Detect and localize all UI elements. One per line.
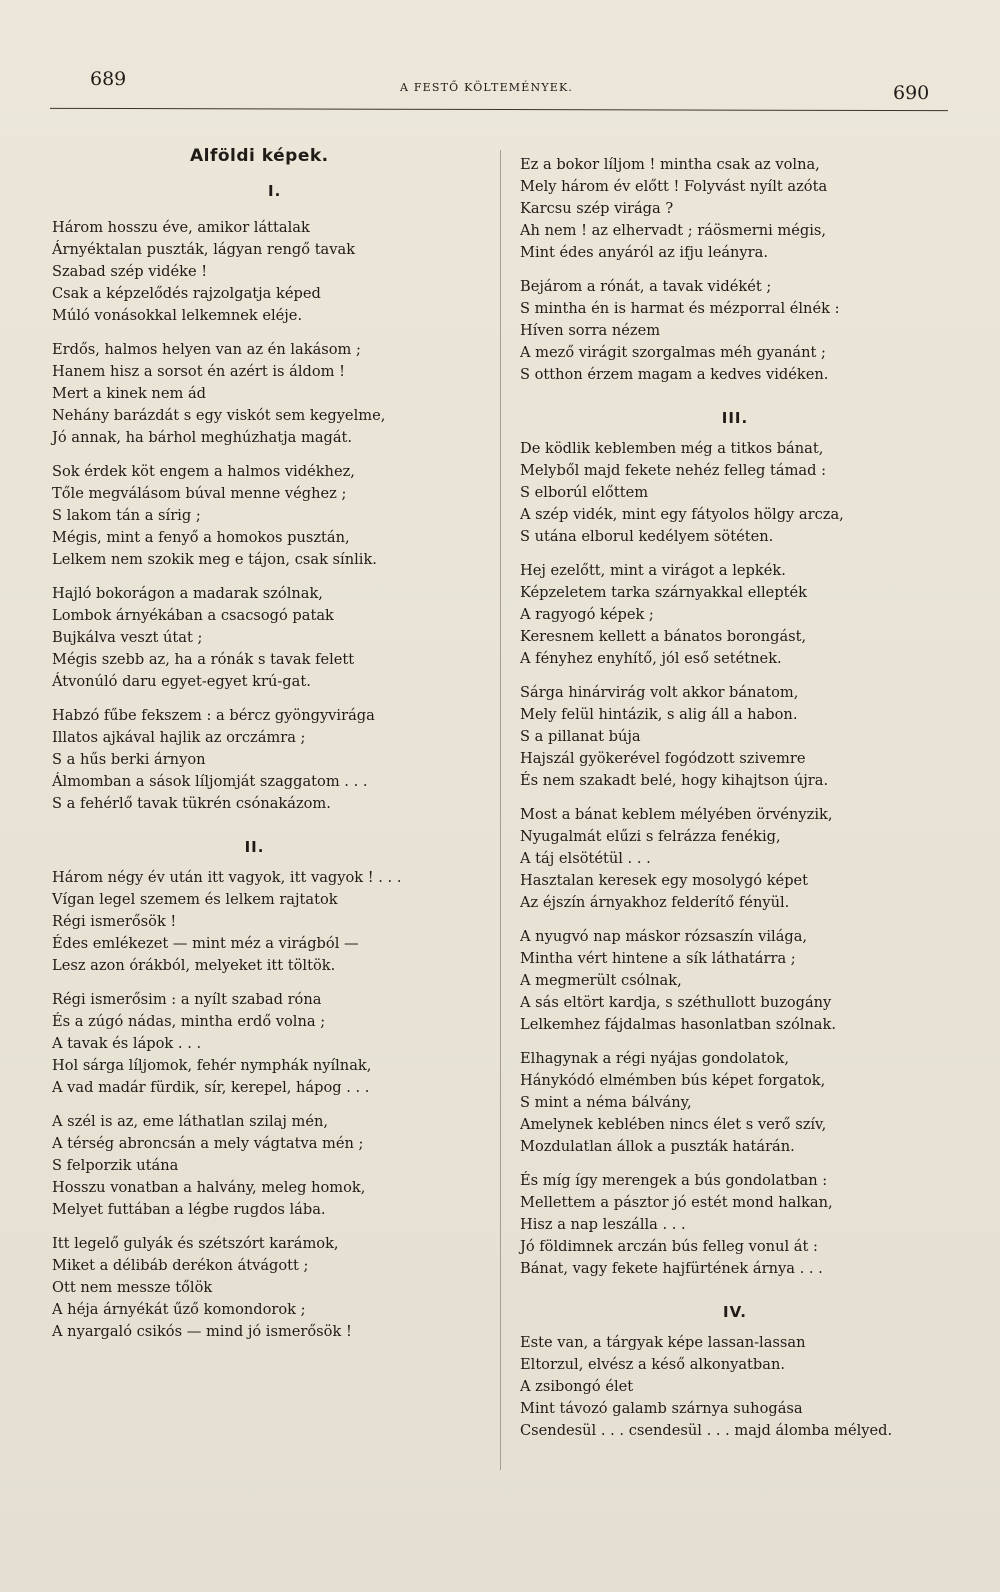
verse-line: Hej ezelőtt, mint a virágot a lepkék.	[520, 562, 786, 579]
verse-line: Erdős, halmos helyen van az én lakásom ;	[52, 341, 361, 358]
verse-line: Hánykódó elmémben bús képet forgatok,	[520, 1072, 826, 1089]
verse-line: A fényhez enyhítő, jól eső setétnek.	[520, 650, 782, 667]
verse-line: Amelynek keblében nincs élet s verő szív,	[520, 1116, 827, 1133]
verse-line: Mozdulatlan állok a puszták határán.	[520, 1138, 795, 1155]
verse-line: Hanem hisz a sorsot én azért is áldom !	[52, 363, 346, 380]
verse-line: Itt legelő gulyák és szétszórt karámok,	[52, 1235, 339, 1252]
verse-line: A vad madár fürdik, sír, kerepel, hápog . . .	[52, 1079, 370, 1096]
stanza	[52, 867, 497, 977]
left-column	[52, 217, 497, 1355]
stanza	[52, 583, 497, 693]
verse-line: Az éjszín árnyakhoz felderítő fényül.	[520, 894, 790, 911]
verse-line: Melyből majd fekete nehéz felleg támad :	[520, 462, 827, 479]
verse-line: Átvonúló daru egyet-egyet krú-gat.	[52, 673, 311, 690]
verse-line: Ez a bokor líljom ! mintha csak az volna,	[520, 156, 820, 173]
verse-line: Mert a kinek nem ád	[52, 385, 206, 402]
verse-line: Eltorzul, elvész a késő alkonyatban.	[520, 1356, 786, 1373]
stanza	[520, 1048, 950, 1158]
verse-line: Lelkemhez fájdalmas hasonlatban szólnak.	[520, 1016, 836, 1033]
verse-line: Álmomban a sások líljomját szaggatom . . .	[52, 773, 368, 790]
verse-line: De ködlik keblemben még a titkos bánat,	[520, 440, 824, 457]
running-title: A FESTŐ KÖLTEMÉNYEK.	[400, 81, 574, 94]
verse-line: És míg így merengek a bús gondolatban :	[520, 1172, 828, 1189]
stanza	[520, 1170, 950, 1280]
verse-line: Habzó fűbe fekszem : a bércz gyöngyvirága	[52, 707, 375, 724]
verse-line: Hisz a nap leszálla . . .	[520, 1216, 686, 1233]
verse-line: A nyargaló csikós — mind jó ismerősök !	[52, 1323, 352, 1340]
verse-line: Múló vonásokkal lelkemnek eléje.	[52, 307, 303, 324]
verse-line: És a zúgó nádas, mintha erdő volna ;	[52, 1013, 326, 1030]
verse-line: S a pillanat búja	[520, 728, 641, 745]
stanza	[52, 1233, 497, 1343]
verse-line: Most a bánat keblem mélyében örvényzik,	[520, 806, 833, 823]
verse-line: Hol sárga líljomok, fehér nymphák nyílnak,	[52, 1057, 372, 1074]
verse-line: S a fehérlő tavak tükrén csónakázom.	[52, 795, 331, 812]
verse-line: Nehány barázdát s egy viskót sem kegyelme,	[52, 407, 386, 424]
section-heading-ii: II.	[244, 838, 265, 856]
stanza	[520, 276, 950, 386]
verse-line: Édes emlékezet — mint méz a virágból —	[52, 935, 359, 952]
verse-line: Lelkem nem szokik meg e tájon, csak sínlik.	[52, 551, 377, 568]
stanza	[52, 217, 497, 327]
verse-line: Árnyéktalan puszták, lágyan rengő tavak	[52, 241, 356, 258]
verse-line: S elborúl előttem	[520, 484, 649, 501]
right-column	[520, 154, 950, 1454]
section-heading-iii: III.	[721, 409, 749, 427]
verse-line: A szép vidék, mint egy fátyolos hölgy arcza,	[520, 506, 844, 523]
verse-line: Mégis szebb az, ha a rónák s tavak felett	[52, 651, 355, 668]
verse-line: Sárga hinárvirág volt akkor bánatom,	[520, 684, 799, 701]
verse-line: Hajló bokorágon a madarak szólnak,	[52, 585, 323, 602]
page-number-left: 689	[90, 68, 127, 90]
verse-line: Nyugalmát elűzi s felrázza fenékig,	[520, 828, 781, 845]
verse-line: Mely felül hintázik, s alig áll a habon.	[520, 706, 798, 723]
verse-line: Csendesül . . . csendesül . . . majd álomba mélyed.	[520, 1422, 893, 1439]
verse-line: A tavak és lápok . . .	[52, 1035, 202, 1052]
verse-line: Melyet futtában a légbe rugdos lába.	[52, 1201, 326, 1218]
poem-title: Alföldi képek.	[190, 146, 329, 166]
verse-line: És nem szakadt belé, hogy kihajtson újra.	[520, 772, 829, 789]
verse-line: A táj elsötétül . . .	[520, 850, 651, 867]
stanza	[52, 461, 497, 571]
section-heading-i: I.	[268, 182, 282, 200]
verse-line: Régi ismerősök !	[52, 913, 177, 930]
verse-line: Tőle megválásom búval menne véghez ;	[52, 485, 347, 502]
verse-line: Jó földimnek arczán bús felleg vonul át :	[520, 1238, 818, 1255]
section-heading-iv: IV.	[723, 1303, 747, 1321]
verse-line: Mintha vért hintene a sík láthatárra ;	[520, 950, 796, 967]
column-divider	[500, 150, 501, 1470]
verse-line: Mint távozó galamb szárnya suhogása	[520, 1400, 803, 1417]
stanza	[520, 682, 950, 792]
verse-line: Régi ismerősim : a nyílt szabad róna	[52, 991, 322, 1008]
verse-line: Mely három év előtt ! Folyvást nyílt azóta	[520, 178, 828, 195]
verse-line: Bejárom a rónát, a tavak vidékét ;	[520, 278, 772, 295]
verse-line: Vígan legel szemem és lelkem rajtatok	[52, 891, 338, 908]
verse-line: S mintha én is harmat és mézporral élnék :	[520, 300, 840, 317]
verse-line: Elhagynak a régi nyájas gondolatok,	[520, 1050, 790, 1067]
stanza	[520, 560, 950, 670]
verse-line: A térség abroncsán a mely vágtatva mén ;	[52, 1135, 364, 1152]
verse-line: Hasztalan keresek egy mosolygó képet	[520, 872, 809, 889]
stanza	[520, 154, 950, 264]
verse-line: Hosszu vonatban a halvány, meleg homok,	[52, 1179, 366, 1196]
verse-line: A sás eltört kardja, s széthullott buzogány	[520, 994, 832, 1011]
verse-line: Mégis, mint a fenyő a homokos pusztán,	[52, 529, 350, 546]
verse-line: Mellettem a pásztor jó estét mond halkan,	[520, 1194, 833, 1211]
verse-line: S a hűs berki árnyon	[52, 751, 206, 768]
verse-line: S felporzik utána	[52, 1157, 179, 1174]
verse-line: A héja árnyékát űző komondorok ;	[52, 1301, 306, 1318]
verse-line: Illatos ajkával hajlik az orczámra ;	[52, 729, 306, 746]
verse-line: Sok érdek köt engem a halmos vidékhez,	[52, 463, 355, 480]
verse-line: Lombok árnyékában a csacsogó patak	[52, 607, 334, 624]
stanza	[52, 705, 497, 815]
verse-line: Mint édes anyáról az ifju leányra.	[520, 244, 768, 261]
stanza	[52, 339, 497, 449]
verse-line: Képzeletem tarka szárnyakkal ellepték	[520, 584, 808, 601]
verse-line: A mező virágit szorgalmas méh gyanánt ;	[520, 344, 826, 361]
verse-line: Karcsu szép virága ?	[520, 200, 674, 217]
verse-line: Három négy év után itt vagyok, itt vagyok ! . . .	[52, 869, 402, 886]
verse-line: Bujkálva veszt útat ;	[52, 629, 203, 646]
verse-line: Csak a képzelődés rajzolgatja képed	[52, 285, 321, 302]
verse-line: Miket a délibáb derékon átvágott ;	[52, 1257, 309, 1274]
verse-line: Hajszál gyökerével fogódzott szivemre	[520, 750, 806, 767]
verse-line: Bánat, vagy fekete hajfürtének árnya . . .	[520, 1260, 823, 1277]
page-number-right: 690	[893, 82, 930, 104]
verse-line: A szél is az, eme láthatlan szilaj mén,	[52, 1113, 329, 1130]
verse-line: Jó annak, ha bárhol meghúzhatja magát.	[52, 429, 353, 446]
verse-line: A nyugvó nap máskor rózsaszín világa,	[520, 928, 808, 945]
verse-line: S utána elborul kedélyem sötéten.	[520, 528, 774, 545]
verse-line: Ah nem ! az elhervadt ; ráösmerni mégis,	[520, 222, 827, 239]
stanza	[520, 1332, 950, 1442]
page-header	[0, 60, 1000, 110]
verse-line: S mint a néma bálvány,	[520, 1094, 692, 1111]
stanza	[52, 989, 497, 1099]
stanza	[52, 1111, 497, 1221]
verse-line: A megmerült csólnak,	[520, 972, 682, 989]
verse-line: Ott nem messze tőlök	[52, 1279, 213, 1296]
verse-line: Keresnem kellett a bánatos borongást,	[520, 628, 807, 645]
verse-line: Lesz azon órákból, melyeket itt töltök.	[52, 957, 336, 974]
verse-line: Szabad szép vidéke !	[52, 263, 208, 280]
stanza	[520, 804, 950, 914]
verse-line: Este van, a tárgyak képe lassan-lassan	[520, 1334, 806, 1351]
verse-line: Három hosszu éve, amikor láttalak	[52, 219, 310, 236]
verse-line: Híven sorra nézem	[520, 322, 661, 339]
verse-line: S otthon érzem magam a kedves vidéken.	[520, 366, 829, 383]
verse-line: A ragyogó képek ;	[520, 606, 654, 623]
stanza	[520, 926, 950, 1036]
verse-line: S lakom tán a sírig ;	[52, 507, 201, 524]
verse-line: A zsibongó élet	[520, 1378, 634, 1395]
stanza	[520, 438, 950, 548]
